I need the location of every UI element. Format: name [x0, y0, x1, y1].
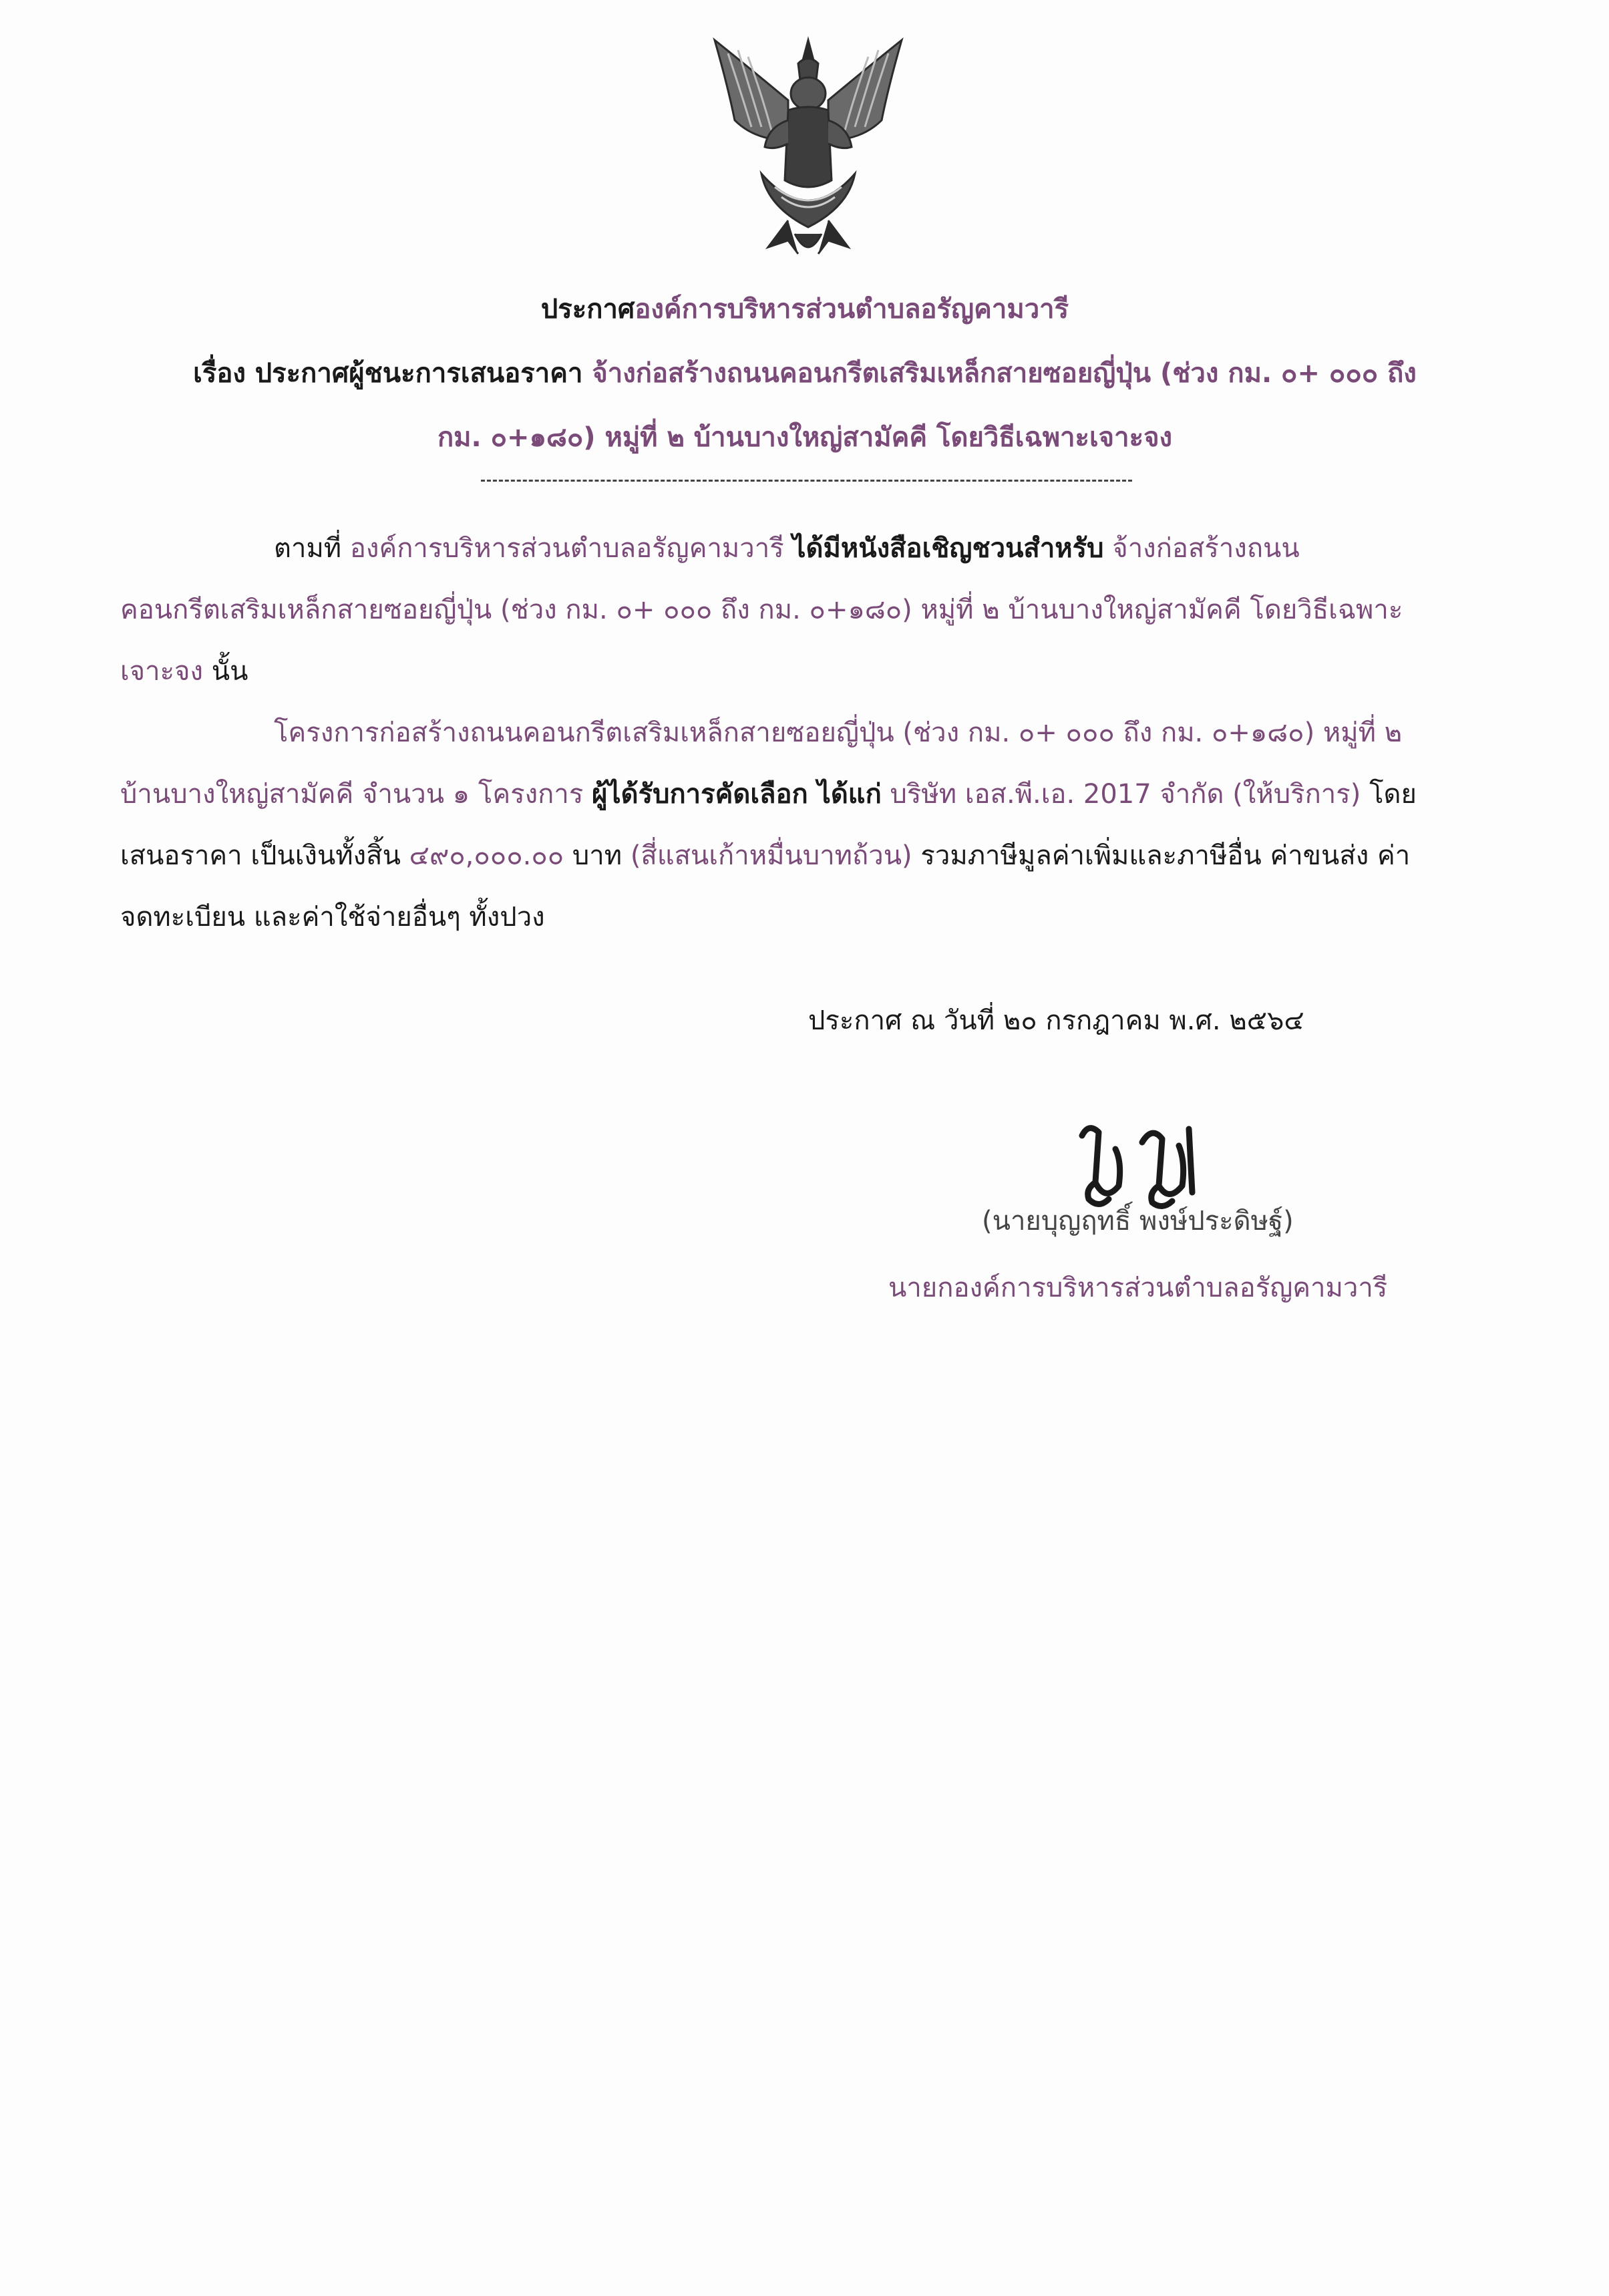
para2-by: โดย — [1369, 779, 1417, 810]
subject-project-2: กม. ๐+๑๘๐) หมู่ที่ ๒ บ้านบางใหญ่สามัคคี โดยวิธีเฉพาะเจาะจง — [437, 422, 1173, 453]
para2-terms-a: รวมภาษีมูลค่าเพิ่มและภาษีอื่น ค่าขนส่ง ค่า — [920, 840, 1411, 871]
para1-lead: ตามที่ — [274, 533, 342, 564]
para1-project-b: คอนกรีตเสริมเหล็กสายซอยญี่ปุ่น (ช่วง กม. ๐+ ๐๐๐ ถึง กม. ๐+๑๘๐) หมู่ที่ ๒ บ้านบางใหญ่สามัคคี โดยวิธีเฉพาะ — [120, 595, 1403, 625]
para1-mid: ได้มีหนังสือเชิญชวนสำหรับ — [792, 533, 1104, 564]
para2-project-a: โครงการก่อสร้างถนนคอนกรีตเสริมเหล็กสายซอยญี่ปุ่น (ช่วง กม. ๐+ ๐๐๐ ถึง กม. ๐+๑๘๐) หมู่ที่ ๒ — [274, 717, 1403, 748]
para1-line3 — [120, 641, 1469, 702]
para2-project-b: บ้านบางใหญ่สามัคคี จำนวน ๑ โครงการ — [120, 779, 584, 810]
para1-project-c: เจาะจง — [120, 656, 204, 687]
title-org: องค์การบริหารส่วนตำบลอรัญคามวารี — [635, 294, 1069, 325]
announcement-date: ประกาศ ณ วันที่ ๒๐ กรกฎาคม พ.ศ. ๒๕๖๔ — [808, 1005, 1304, 1036]
para2-unit: บาท — [572, 840, 622, 871]
para1-line2 — [120, 579, 1469, 641]
para2-amount-text: (สี่แสนเก้าหมื่นบาทถ้วน) — [630, 840, 912, 871]
divider — [481, 480, 1132, 482]
para2-line1 — [120, 702, 1469, 764]
para1-org: องค์การบริหารส่วนตำบลอรัญคามวารี — [349, 533, 784, 564]
para2-amount: ๔๙๐,๐๐๐.๐๐ — [409, 840, 564, 871]
title-block — [120, 277, 1489, 470]
announcement-title — [120, 277, 1489, 341]
body-text — [120, 518, 1469, 948]
para2-line3 — [120, 825, 1469, 886]
para1-line1 — [120, 518, 1469, 579]
signer-position: นายกองค์การบริหารส่วนตำบลอรัญคามวารี — [888, 1273, 1388, 1303]
para1-tail: นั้น — [211, 656, 248, 687]
para2-terms-b: จดทะเบียน และค่าใช้จ่ายอื่นๆ ทั้งปวง — [120, 902, 545, 933]
garuda-emblem — [688, 27, 928, 267]
subject-label: เรื่อง ประกาศผู้ชนะการเสนอราคา — [193, 358, 583, 389]
para2-winner-label: ผู้ได้รับการคัดเลือก ได้แก่ — [592, 779, 882, 810]
para2-line4 — [120, 886, 1469, 948]
para2-line2 — [120, 764, 1469, 825]
para1-project-a: จ้างก่อสร้างถนน — [1112, 533, 1300, 564]
signer-name: (นายบุญฤทธิ์ พงษ์ประดิษฐ์) — [982, 1206, 1294, 1237]
subject-project-1: จ้างก่อสร้างถนนคอนกรีตเสริมเหล็กสายซอยญี่ปุ่น (ช่วง กม. ๐+ ๐๐๐ ถึง — [592, 358, 1417, 389]
para2-winner: บริษัท เอส.พี.เอ. 2017 จำกัด (ให้บริการ) — [890, 779, 1361, 810]
subject-line-2 — [120, 405, 1489, 470]
subject-line-1 — [120, 341, 1489, 405]
title-prefix: ประกาศ — [540, 294, 635, 325]
para2-offer-label: เสนอราคา เป็นเงินทั้งสิ้น — [120, 840, 401, 871]
